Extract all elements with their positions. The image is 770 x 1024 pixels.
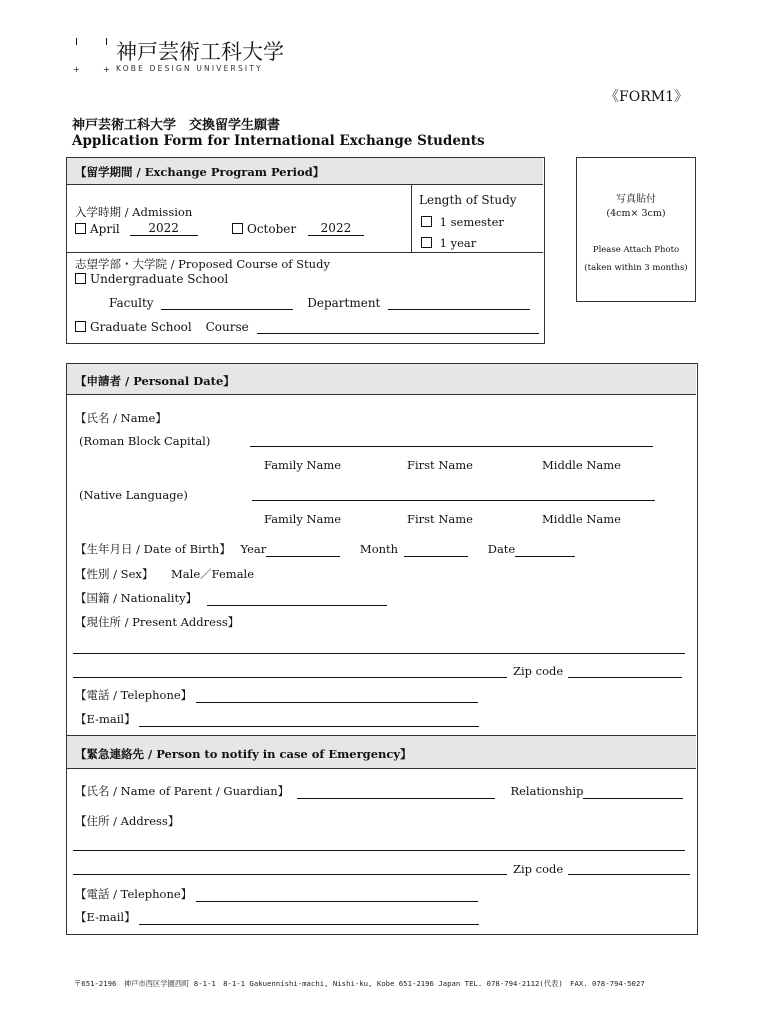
native-first-name: First Name — [407, 512, 473, 526]
course-label: 志望学部・大学院 / Proposed Course of Study — [75, 257, 330, 271]
footer-address: 〒651-2196 神戸市西区学園西町 8-1-1 8-1-1 Gakuennishi-machi, Nishi-ku, Kobe 651-2196 Japan TEL. 078-794-2112(代表) FAX. 078-794-5027 — [74, 979, 645, 988]
october-year: 2022 — [320, 221, 352, 235]
year-field[interactable] — [266, 542, 340, 557]
october-label: October — [247, 222, 297, 236]
email-label: 【E-mail】 — [75, 712, 136, 726]
period-heading: 【留学期間 / Exchange Program Period】 — [75, 165, 325, 179]
roman-middle-name: Middle Name — [542, 458, 621, 472]
personal-section — [66, 363, 698, 935]
photo-box — [576, 157, 696, 302]
form-id: 《FORM1》 — [605, 89, 688, 105]
length-label: Length of Study — [419, 193, 517, 207]
parent-label: 【氏名 / Name of Parent / Guardian】 — [75, 784, 290, 798]
emergency-telephone-field[interactable] — [196, 887, 478, 902]
title-jp: 神戸芸術工科大学 交換留学生願書 — [72, 118, 281, 133]
admission-label: 入学時期 / Admission — [75, 205, 193, 219]
emergency-address-label: 【住所 / Address】 — [75, 814, 180, 828]
length-1year-option[interactable] — [421, 236, 476, 250]
faculty-row — [109, 295, 530, 310]
email-field[interactable] — [139, 712, 479, 727]
undergrad-option[interactable] — [75, 272, 228, 286]
admission-october-option[interactable] — [232, 221, 364, 236]
emergency-telephone-label: 【電話 / Telephone】 — [75, 887, 193, 901]
month-field[interactable] — [404, 542, 468, 557]
telephone-row — [75, 687, 478, 703]
april-year: 2022 — [148, 221, 179, 235]
exchange-period-section — [66, 157, 545, 344]
roman-family-name: Family Name — [264, 458, 342, 472]
roman-name-field[interactable] — [250, 446, 653, 447]
relationship-label: Relationship — [510, 784, 584, 798]
telephone-label: 【電話 / Telephone】 — [75, 688, 193, 702]
name-label: 【氏名 / Name】 — [75, 411, 167, 425]
department-field[interactable] — [388, 295, 530, 310]
nationality-field[interactable] — [207, 591, 387, 606]
parent-field[interactable] — [297, 784, 495, 799]
emergency-email-row — [75, 909, 479, 925]
parent-row — [75, 783, 683, 799]
year-label: Year — [240, 542, 267, 556]
native-label: (Native Language) — [79, 488, 188, 502]
emergency-email-field[interactable] — [139, 910, 479, 925]
undergrad-label: Undergraduate School — [90, 272, 229, 286]
telephone-field[interactable] — [196, 688, 478, 703]
graduate-option[interactable] — [75, 319, 539, 334]
photo-note: (taken within 3 months) — [584, 263, 688, 273]
emergency-address-line-2[interactable] — [73, 874, 507, 875]
photo-label-jp: 写真貼付 — [616, 194, 656, 205]
title-en: Application Form for International Exchange Students — [72, 133, 485, 149]
october-checkbox[interactable] — [232, 223, 243, 234]
zipcode-field[interactable] — [568, 677, 682, 678]
address-line-2[interactable] — [73, 677, 507, 678]
logo-jp: 神戸芸術工科大学 — [116, 40, 284, 64]
address-line-1[interactable] — [73, 653, 685, 654]
sex-options[interactable]: Male／Female — [171, 567, 255, 581]
graduate-checkbox[interactable] — [75, 321, 86, 332]
department-label: Department — [307, 296, 381, 310]
1sem-label: 1 semester — [439, 215, 504, 229]
logo-en: KOBE DESIGN UNIVERSITY — [116, 64, 263, 73]
roman-first-name: First Name — [407, 458, 473, 472]
photo-size: (4cm× 3cm) — [606, 208, 666, 219]
dob-label: 【生年月日 / Date of Birth】 — [75, 542, 231, 556]
relationship-field[interactable] — [583, 784, 683, 799]
faculty-field[interactable] — [161, 295, 293, 310]
course-field[interactable] — [257, 319, 539, 334]
emergency-zipcode-field[interactable] — [568, 874, 690, 875]
roman-label: (Roman Block Capital) — [79, 434, 211, 448]
native-middle-name: Middle Name — [542, 512, 621, 526]
emergency-address-line-1[interactable] — [73, 850, 685, 851]
native-name-field[interactable] — [252, 500, 655, 501]
zipcode-label: Zip code — [513, 664, 564, 678]
faculty-label: Faculty — [109, 296, 154, 310]
april-label: April — [90, 222, 120, 236]
emergency-telephone-row — [75, 886, 478, 902]
1year-label: 1 year — [439, 236, 477, 250]
nationality-row — [75, 590, 387, 606]
email-row — [75, 711, 479, 727]
address-label: 【現住所 / Present Address】 — [75, 615, 240, 629]
emergency-zipcode-label: Zip code — [513, 862, 564, 876]
october-year-field[interactable] — [308, 221, 364, 236]
emergency-heading: 【緊急連絡先 / Person to notify in case of Emergency】 — [75, 747, 412, 761]
sex-row — [75, 566, 254, 582]
dob-row — [75, 541, 575, 557]
personal-heading: 【申請者 / Personal Date】 — [75, 374, 235, 388]
month-label: Month — [359, 542, 399, 556]
date-field[interactable] — [515, 542, 575, 557]
course-field-label: Course — [205, 320, 249, 334]
admission-april-option[interactable] — [75, 221, 198, 236]
april-year-field[interactable] — [130, 221, 198, 236]
nationality-label: 【国籍 / Nationality】 — [75, 591, 198, 605]
april-checkbox[interactable] — [75, 223, 86, 234]
emergency-email-label: 【E-mail】 — [75, 910, 136, 924]
1sem-checkbox[interactable] — [421, 216, 432, 227]
length-1sem-option[interactable] — [421, 215, 504, 229]
graduate-label: Graduate School — [90, 320, 192, 334]
sex-label: 【性別 / Sex】 — [75, 567, 154, 581]
logo-mark: + + — [72, 36, 112, 70]
undergrad-checkbox[interactable] — [75, 273, 86, 284]
photo-instruction: Please Attach Photo — [592, 245, 680, 255]
1year-checkbox[interactable] — [421, 237, 432, 248]
native-family-name: Family Name — [264, 512, 342, 526]
date-label: Date — [487, 542, 516, 556]
